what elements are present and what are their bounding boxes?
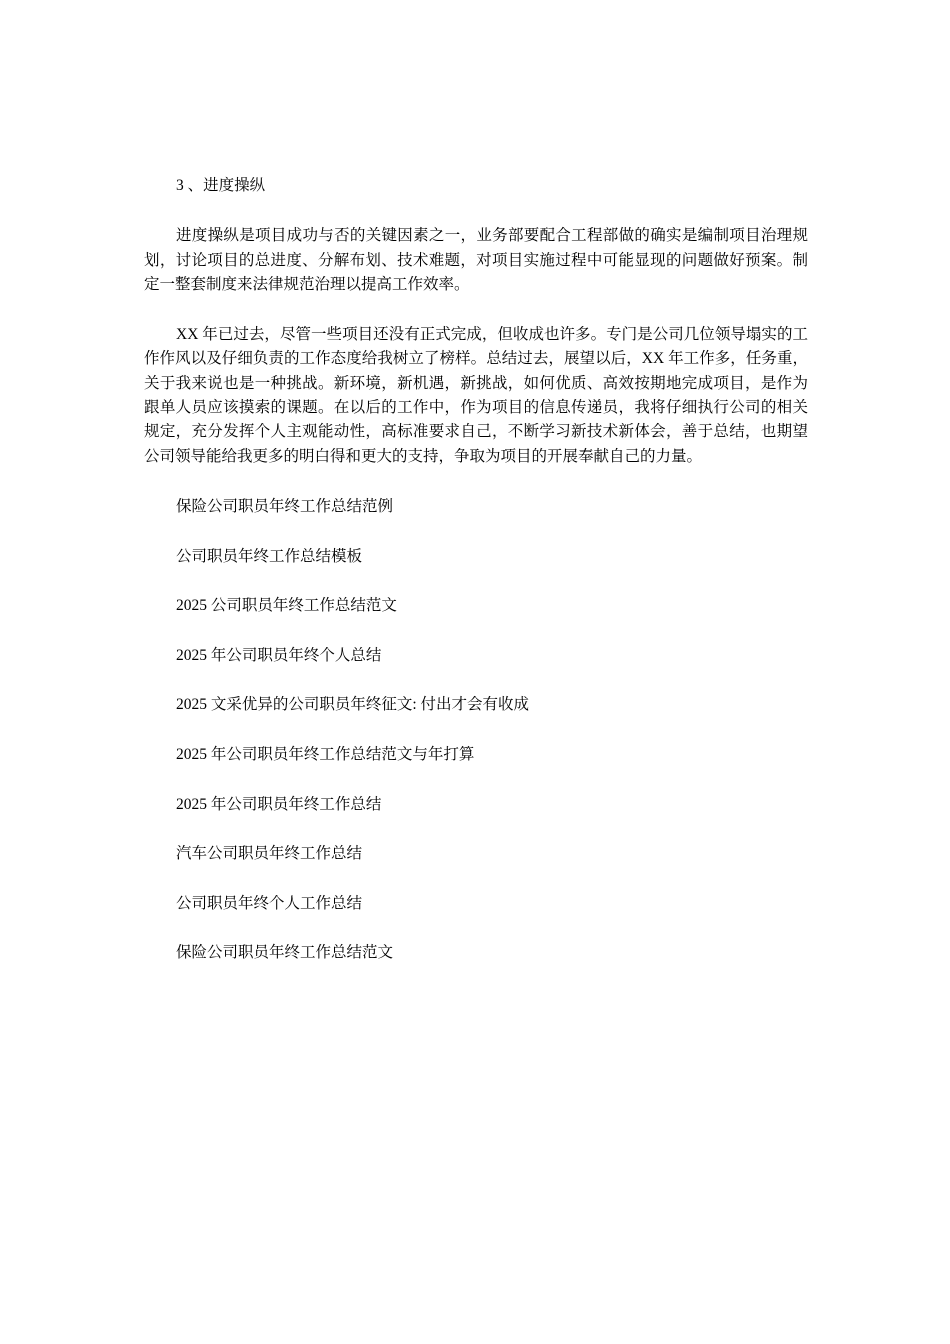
list-item <box>144 793 808 843</box>
paragraph-progress-control: 进度操纵是项目成功与否的关键因素之一，业务部要配合工程部做的确实是编制项目治理规划，讨论项目的总进度、分解布划、技术难题，对项目实施过程中可能显现的问题做好预案。制定一整套制度来法律规范治理以提高工作效率。 <box>144 227 808 293</box>
related-article-link[interactable]: 公司职员年终工作总结模板 <box>176 547 363 565</box>
list-item <box>144 941 808 991</box>
related-article-link[interactable]: 2025 年公司职员年终个人总结 <box>176 646 382 664</box>
related-article-link[interactable]: 公司职员年终个人工作总结 <box>176 894 363 912</box>
document-body <box>144 174 808 991</box>
list-item <box>144 545 808 595</box>
related-article-link[interactable]: 2025 公司职员年终工作总结范文 <box>176 597 397 615</box>
related-article-link[interactable]: 2025 文采优异的公司职员年终征文: 付出才会有收成 <box>176 696 530 714</box>
related-article-link[interactable]: 2025 年公司职员年终工作总结 <box>176 795 382 813</box>
related-article-link[interactable]: 保险公司职员年终工作总结范例 <box>176 497 394 515</box>
section-heading: 3 、进度操纵 <box>176 177 266 194</box>
related-article-link[interactable]: 保险公司职员年终工作总结范文 <box>176 944 394 962</box>
related-article-link[interactable]: 2025 年公司职员年终工作总结范文与年打算 <box>176 745 475 763</box>
list-item <box>144 693 808 743</box>
list-item <box>144 495 808 545</box>
list-item <box>144 892 808 942</box>
related-article-link[interactable]: 汽车公司职员年终工作总结 <box>176 845 363 863</box>
list-item <box>144 644 808 694</box>
list-item <box>144 594 808 644</box>
paragraph-year-summary: XX 年已过去，尽管一些项目还没有正式完成，但收成也许多。专门是公司几位领导塌实的工作作风以及仔细负责的工作态度给我树立了榜样。总结过去，展望以后，XX 年工作多，任务重，关于我来说也是一种挑战。新环境，新机遇，新挑战，如何优质、高效按期地完成项目，是作为跟单人员应该摸索的课题。在以后的工作中，作为项目的信息传递员，我将仔细执行公司的相关规定，充分发挥个人主观能动性，高标准要求自己，不断学习新技术新体会，善于总结，也期望公司领导能给我更多的明白得和更大的支持，争取为项目的开展奉献自己的力量。 <box>144 326 808 465</box>
related-articles-list <box>144 495 808 991</box>
list-item <box>144 743 808 793</box>
list-item <box>144 842 808 892</box>
